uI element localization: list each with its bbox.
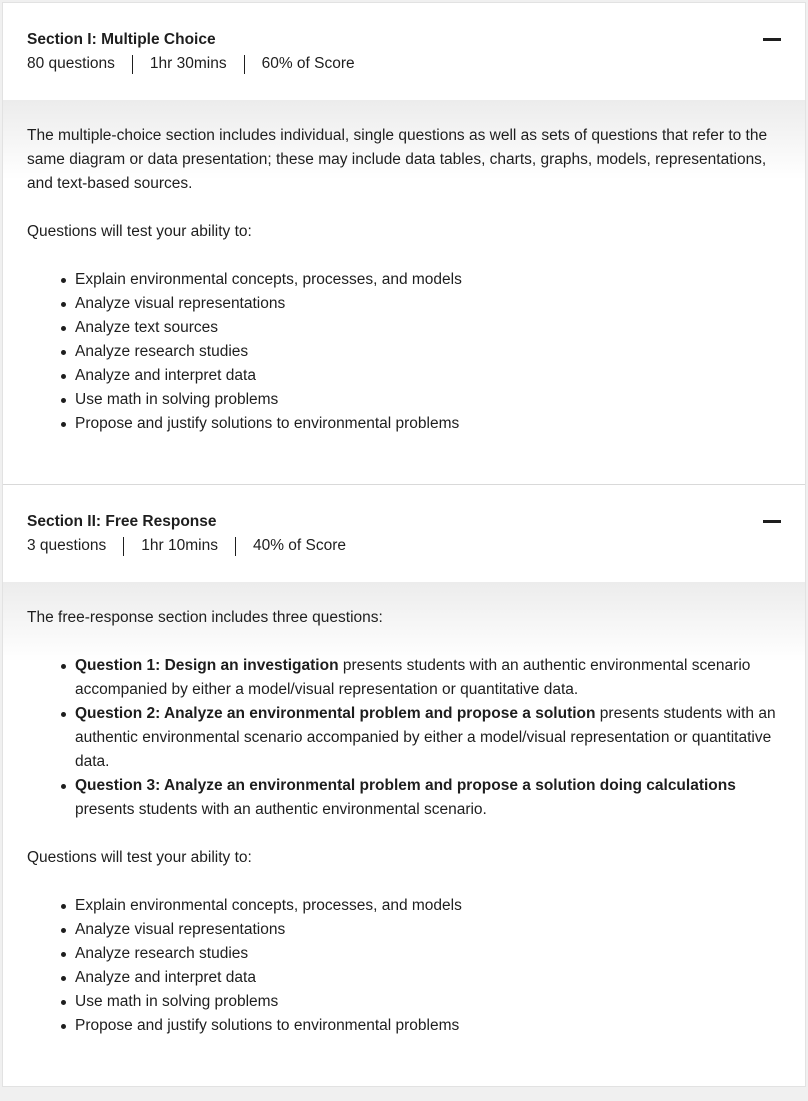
list-item: Analyze visual representations [75, 292, 781, 316]
list-item: Analyze visual representations [75, 918, 781, 942]
score-weight: 40% of Score [252, 537, 347, 554]
list-item: Analyze and interpret data [75, 364, 781, 388]
list-item: Analyze research studies [75, 942, 781, 966]
list-item: Analyze text sources [75, 316, 781, 340]
section-body-multiple-choice [3, 100, 805, 484]
section-header-free-response[interactable] [3, 485, 805, 582]
list-item: Analyze and interpret data [75, 966, 781, 990]
question-label: Question 1: Design an investigation [75, 657, 339, 674]
question-count: 80 questions [27, 55, 115, 72]
section-title: Section II: Free Response [27, 513, 217, 530]
list-item: Explain environmental concepts, processes, and models [75, 894, 781, 918]
section-meta [27, 536, 781, 556]
section-title: Section I: Multiple Choice [27, 31, 216, 48]
skills-list [27, 894, 781, 1038]
exam-sections-accordion [2, 2, 806, 1087]
collapse-minus-icon[interactable] [763, 520, 781, 523]
list-item [75, 654, 781, 702]
section-multiple-choice [3, 3, 805, 484]
duration: 1hr 30mins [149, 55, 227, 72]
list-item [75, 702, 781, 774]
question-label: Question 2: Analyze an environmental problem and propose a solution [75, 705, 596, 722]
question-label: Question 3: Analyze an environmental problem and propose a solution doing calculations [75, 777, 736, 794]
meta-divider [235, 537, 236, 556]
list-item: Propose and justify solutions to environmental problems [75, 412, 781, 436]
section-header-multiple-choice[interactable] [3, 3, 805, 100]
section-body-free-response [3, 582, 805, 1086]
section-meta [27, 54, 781, 74]
list-item: Analyze research studies [75, 340, 781, 364]
list-item: Propose and justify solutions to environmental problems [75, 1014, 781, 1038]
question-description: presents students with an authentic environmental scenario accompanied by either a model/visual representation or quantitative data. [75, 657, 751, 698]
question-description: presents students with an authentic environmental scenario. [75, 801, 487, 818]
score-weight: 60% of Score [261, 55, 355, 72]
meta-divider [123, 537, 124, 556]
list-item: Use math in solving problems [75, 388, 781, 412]
question-description: presents students with an authentic environmental scenario accompanied by either a model/visual representation or quantitative data. [75, 705, 776, 770]
list-item: Use math in solving problems [75, 990, 781, 1014]
duration: 1hr 10mins [141, 537, 218, 554]
meta-divider [244, 55, 245, 74]
questions-list [27, 654, 781, 822]
list-item: Explain environmental concepts, processes, and models [75, 268, 781, 292]
collapse-minus-icon[interactable] [763, 38, 781, 41]
list-item [75, 774, 781, 822]
skills-intro: Questions will test your ability to: [27, 849, 252, 866]
skills-intro: Questions will test your ability to: [27, 223, 252, 240]
section-intro: The free-response section includes three questions: [27, 609, 383, 626]
meta-divider [132, 55, 133, 74]
section-free-response [3, 484, 805, 1086]
section-intro: The multiple-choice section includes individual, single questions as well as sets of questions that refer to the same diagram or data presentation; these may include data tables, charts, graphs, models, representations, and text-based sources. [27, 127, 768, 192]
skills-list [27, 268, 781, 436]
question-count: 3 questions [27, 537, 107, 554]
